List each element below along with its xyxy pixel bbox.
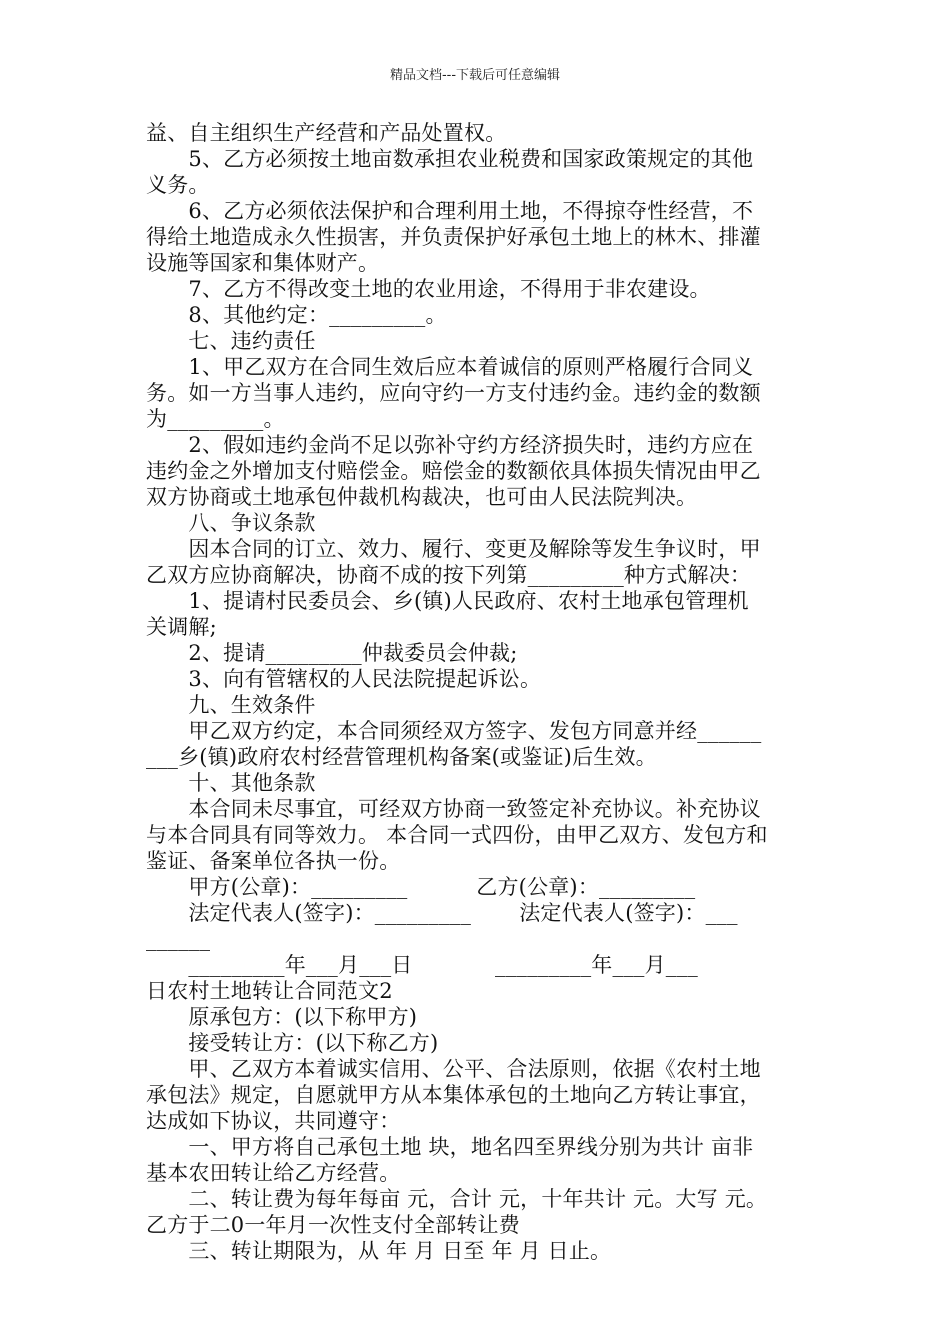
text-line: 得给土地造成永久性损害，并负责保护好承包土地上的林木、排灌 xyxy=(146,225,761,249)
text-line: 法定代表人(签字)：_________ 法定代表人(签字)：___ xyxy=(146,901,738,925)
text-line: 八、争议条款 xyxy=(146,511,316,535)
text-line: 乙双方应协商解决，协商不成的按下列第_________种方式解决： xyxy=(146,563,752,587)
text-line: 双方协商或土地承包仲裁机构裁决，也可由人民法院判决。 xyxy=(146,485,698,509)
page-header: 精品文档---下载后可任意编辑 xyxy=(389,68,561,83)
text-line: 九、生效条件 xyxy=(146,693,316,717)
text-line: 设施等国家和集体财产。 xyxy=(146,251,380,275)
text-line: 2、提请_________仲裁委员会仲裁; xyxy=(146,641,518,665)
text-line: 7、乙方不得改变土地的农业用途，不得用于非农建设。 xyxy=(146,277,711,301)
text-line: 甲方(公章)：_________ 乙方(公章)：_________ xyxy=(146,875,696,899)
document-body xyxy=(146,120,818,1264)
text-line: 原承包方：(以下称甲方) xyxy=(146,1005,418,1029)
text-line: 达成如下协议，共同遵守： xyxy=(146,1109,401,1133)
text-line: 基本农田转让给乙方经营。 xyxy=(146,1161,401,1185)
text-line: 七、违约责任 xyxy=(146,329,316,353)
text-line: 甲乙双方约定，本合同须经双方签字、发包方同意并经______ xyxy=(146,719,762,743)
text-line: ______ xyxy=(146,927,211,951)
text-line: 关调解; xyxy=(146,615,217,639)
text-line: 接受转让方：(以下称乙方) xyxy=(146,1031,439,1055)
text-line: 与本合同具有同等效力。 本合同一式四份，由甲乙双方、发包方和 xyxy=(146,823,768,847)
text-line: 鉴证、备案单位各执一份。 xyxy=(146,849,401,873)
text-line: 日农村土地转让合同范文2 xyxy=(146,979,393,1003)
text-line: 务。如一方当事人违约，应向守约一方支付违约金。违约金的数额 xyxy=(146,381,761,405)
text-line: 8、其他约定：_________。 xyxy=(146,303,447,327)
text-line: 三、转让期限为，从 年 月 日至 年 月 日止。 xyxy=(146,1239,612,1263)
text-line: 6、乙方必须依法保护和合理利用土地，不得掠夺性经营，不 xyxy=(146,199,754,223)
text-line: 十、其他条款 xyxy=(146,771,316,795)
text-line: 一、甲方将自己承包土地 块，地名四至界线分别为共计 亩非 xyxy=(146,1135,754,1159)
text-line: 违约金之外增加支付赔偿金。赔偿金的数额依具体损失情况由甲乙 xyxy=(146,459,761,483)
text-line: 5、乙方必须按土地亩数承担农业税费和国家政策规定的其他 xyxy=(146,147,754,171)
text-line: 本合同未尽事宜，可经双方协商一致签定补充协议。补充协议 xyxy=(146,797,761,821)
text-line: 甲、乙双方本着诚实信用、公平、合法原则，依据《农村土地 xyxy=(146,1057,761,1081)
text-line: ___乡(镇)政府农村经营管理机构备案(或鉴证)后生效。 xyxy=(146,745,657,769)
text-line: 1、提请村民委员会、乡(镇)人民政府、农村土地承包管理机 xyxy=(146,589,749,613)
text-line: _________年___月___日 _________年___月___ xyxy=(146,953,698,977)
text-line: 义务。 xyxy=(146,173,210,197)
text-line: 为_________。 xyxy=(146,407,285,431)
text-line: 乙方于二0一年月一次性支付全部转让费 xyxy=(146,1213,520,1237)
text-line: 因本合同的订立、效力、履行、变更及解除等发生争议时，甲 xyxy=(146,537,761,561)
text-line: 益、自主组织生产经营和产品处置权。 xyxy=(146,121,507,145)
text-line: 二、转让费为每年每亩 元，合计 元，十年共计 元。大写 元。 xyxy=(146,1187,768,1211)
text-line: 承包法》规定，自愿就甲方从本集体承包的土地向乙方转让事宜， xyxy=(146,1083,761,1107)
text-line: 3、向有管辖权的人民法院提起诉讼。 xyxy=(146,667,542,691)
text-line: 2、假如违约金尚不足以弥补守约方经济损失时，违约方应在 xyxy=(146,433,754,457)
text-line: 1、甲乙双方在合同生效后应本着诚信的原则严格履行合同义 xyxy=(146,355,754,379)
